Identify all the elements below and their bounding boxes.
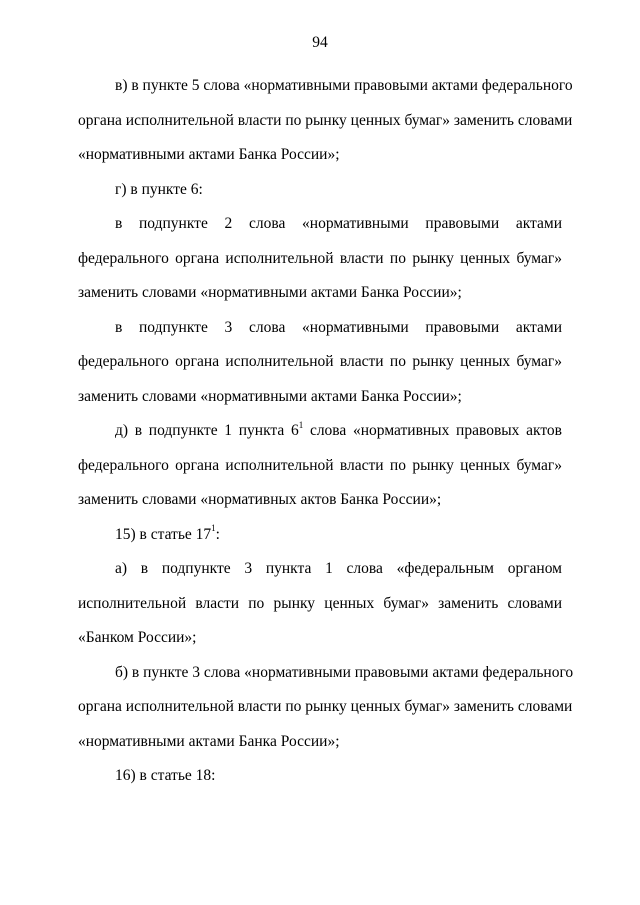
text-segment: 15) в статье 17: [115, 525, 212, 543]
text-line: в) в пункте 5 слова «нормативными правовыми актами федерального: [115, 77, 573, 94]
text-line: федерального органа исполнительной власти по рынку ценных бумаг»: [78, 353, 562, 370]
text-line: заменить словами «нормативными актами Банка России»;: [78, 284, 462, 301]
superscript: 1: [298, 419, 304, 430]
text-line: заменить словами «нормативными актами Банка России»;: [78, 387, 462, 405]
text-line: 16) в статье 18:: [115, 767, 216, 784]
paragraph-b: [78, 656, 574, 760]
text-line: заменить словами «нормативных актов Банка России»;: [78, 491, 442, 508]
text-segment: д) в подпункте 1 пункта 6: [115, 422, 299, 439]
text-line: в подпункте 2 слова «нормативными правовыми актами: [115, 215, 562, 232]
document-body: [78, 69, 574, 794]
paragraph-subpoint-2: [78, 207, 562, 311]
text-line: органа исполнительной власти по рынку ценных бумаг» заменить словами: [78, 111, 573, 129]
text-line: [78, 518, 562, 553]
text-line: органа исполнительной власти по рынку ценных бумаг» заменить словами: [78, 698, 573, 715]
text-line: г) в пункте 6:: [115, 180, 203, 198]
paragraph-article-18: [78, 759, 562, 794]
text-segment: слова «нормативных правовых актов: [303, 422, 562, 439]
paragraph-article-17-1: [78, 518, 562, 553]
superscript: 1: [211, 523, 216, 534]
text-line: федерального органа исполнительной власти по рынку ценных бумаг»: [78, 456, 562, 474]
text-segment: :: [215, 525, 220, 543]
text-line: [78, 414, 562, 449]
text-line: «нормативными актами Банка России»;: [78, 146, 340, 163]
paragraph-v: [78, 69, 573, 173]
page-number: 94: [312, 34, 328, 51]
text-line: федерального органа исполнительной власти по рынку ценных бумаг»: [78, 249, 562, 267]
paragraph-a: [78, 552, 562, 656]
text-line: исполнительной власти по рынку ценных бумаг» заменить словами: [78, 594, 562, 612]
paragraph-g: [78, 173, 562, 208]
text-line: а) в подпункте 3 пункта 1 слова «федеральным органом: [115, 560, 562, 577]
paragraph-d: [78, 414, 562, 518]
text-line: б) в пункте 3 слова «нормативными правовыми актами федерального: [115, 663, 574, 681]
text-line: в подпункте 3 слова «нормативными правовыми актами: [115, 318, 562, 336]
paragraph-subpoint-3: [78, 311, 562, 415]
text-line: «нормативными актами Банка России»;: [78, 732, 340, 750]
text-line: «Банком России»;: [78, 629, 197, 646]
